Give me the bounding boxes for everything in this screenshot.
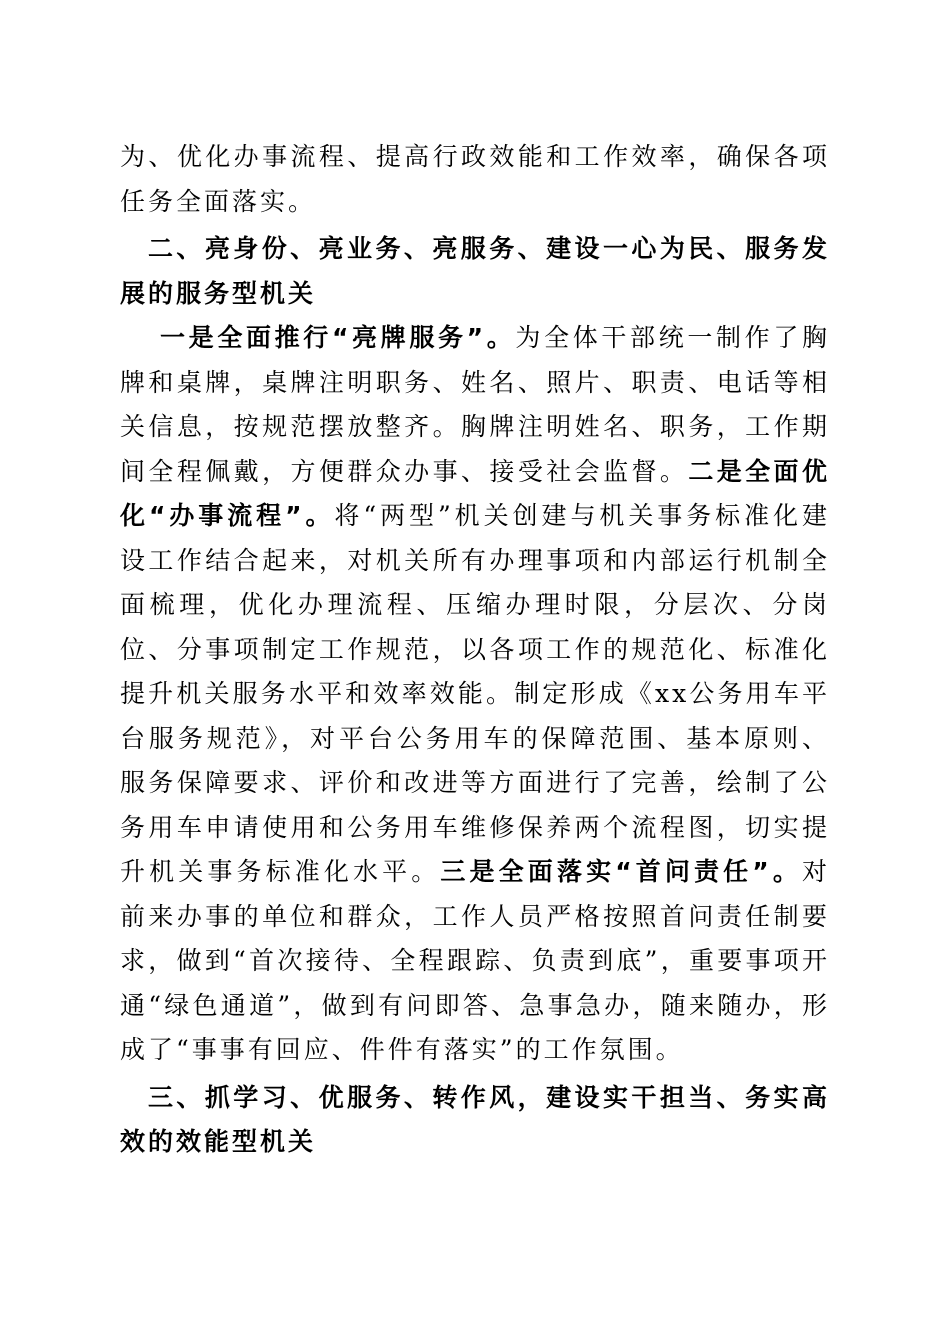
body-text-3: 对前来办事的单位和群众，工作人员严格按照首问责任制要求，做到“首次接待、全程跟踪、负责到底”，重要事项开通“绿色通道”，做到有问即答、急事急办，随来随办，形成了“事事有回应、件件有落实”的工作氛围。 bbox=[120, 857, 830, 1064]
body-text-2: 将“两型”机关创建与机关事务标准化建设工作结合起来，对机关所有办理事项和内部运行机制全面梳理，优化办理流程、压缩办理时限，分层次、分岗位、分事项制定工作规范，以各项工作的规范化、标准化提升机关服务水平和效率效能。制定形成《xx公务用车平台服务规范》，对平台公务用车的保障范围、基本原则、服务保障要求、评价和改进等方面进行了完善，绘制了公务用车申请使用和公务用车维修保养两个流程图，切实提升机关事务标准化水平。 bbox=[120, 501, 830, 886]
body-text-1: 为全体干部统一制作了胸牌和桌牌，桌牌注明职务、姓名、照片、职责、电话等相关信息，按规范摆放整齐。胸牌注明姓名、职务，工作期间全程佩戴，方便群众办事、接受社会监督。 bbox=[120, 323, 830, 486]
lead-phrase-1: 一是全面推行“亮牌服务”。 bbox=[160, 323, 516, 352]
continued-paragraph: 为、优化办事流程、提高行政效能和工作效率，确保各项任务全面落实。 bbox=[120, 142, 830, 216]
document-page bbox=[120, 135, 830, 1165]
section-heading-3: 三、抓学习、优服务、转作风，建设实干担当、务实高效的效能型机关 bbox=[120, 1082, 830, 1156]
lead-phrase-2: 二是全面优化“办事流程”。 bbox=[120, 456, 830, 530]
lead-phrase-3: 三是全面落实“首问责任”。 bbox=[440, 857, 802, 886]
body-paragraph bbox=[120, 316, 830, 1073]
section-heading-2: 二、亮身份、亮业务、亮服务、建设一心为民、服务发展的服务型机关 bbox=[120, 234, 830, 308]
